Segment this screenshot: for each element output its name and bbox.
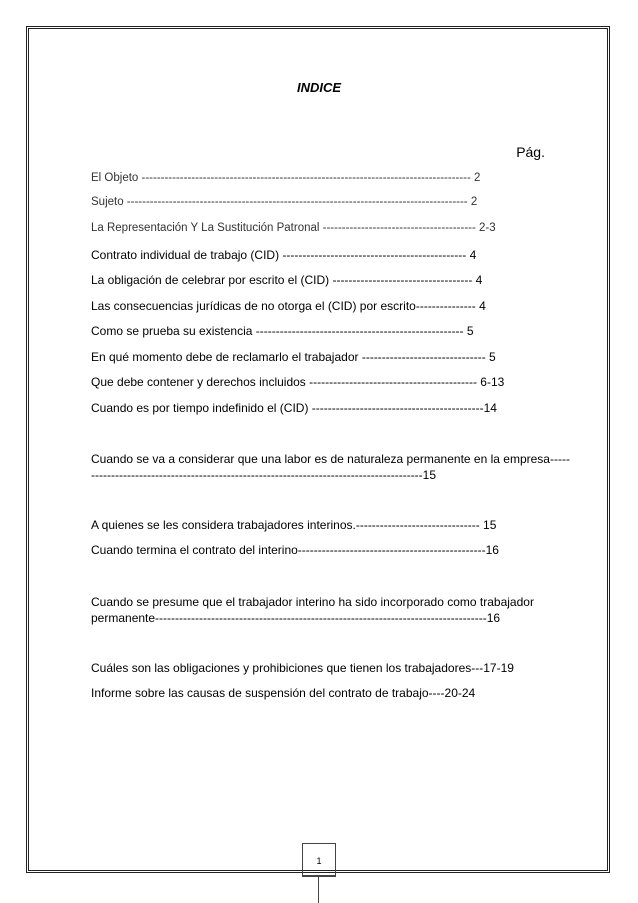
toc-entry-momento-reclamo: En qué momento debe de reclamarlo el trabajador ------------------------------- 5 (91, 350, 496, 364)
toc-entry-contrato-individual: Contrato individual de trabajo (CID) ---------------------------------------------- 4 (91, 248, 477, 262)
toc-entry-naturaleza-permanente: Cuando se va a considerar que una labor es de naturaleza permanente en la empresa----------------------------------------------------------------------------------------15 (91, 452, 570, 482)
toc-entry-contenido-derechos: Que debe contener y derechos incluidos ------------------------------------------ 6-13 (91, 375, 505, 389)
page-number-stem (318, 877, 319, 903)
page-number-divider (302, 875, 336, 876)
toc-entry-representacion: La Representación Y La Sustitución Patronal ---------------------------------------- 2-3 (91, 222, 496, 234)
toc-entry-trabajadores-interinos: A quienes se les considera trabajadores interinos.------------------------------- 15 (91, 518, 497, 532)
toc-entry-causas-suspension: Informe sobre las causas de suspensión del contrato de trabajo----20-24 (91, 686, 476, 700)
toc-entry-termina-contrato-interino: Cuando termina el contrato del interino-----------------------------------------------16 (91, 543, 499, 557)
toc-entry-prueba-existencia: Como se prueba su existencia ---------------------------------------------------- 5 (91, 324, 474, 338)
toc-entry-obligaciones-prohibiciones: Cuáles son las obligaciones y prohibiciones que tienen los trabajadores---17-19 (91, 661, 514, 675)
page-number: 1 (302, 843, 336, 877)
toc-entry-obligacion-escrito: La obligación de celebrar por escrito el (CID) ----------------------------------- 4 (91, 273, 483, 287)
page-column-header: Pág. (516, 144, 545, 160)
document-title: INDICE (296, 80, 342, 95)
toc-entry-interino-incorporado: Cuando se presume que el trabajador interino ha sido incorporado como trabajador permanente-----------------------------------------------------------------------------------16 (91, 595, 534, 625)
toc-entry-sujeto: Sujeto ----------------------------------------------------------------------------------------- 2 (91, 196, 478, 208)
toc-entry-objeto: El Objeto -------------------------------------------------------------------------------------- 2 (91, 172, 481, 184)
toc-entry-tiempo-indefinido: Cuando es por tiempo indefinido el (CID) -------------------------------------------14 (91, 401, 497, 415)
toc-entry-consecuencias: Las consecuencias jurídicas de no otorga el (CID) por escrito--------------- 4 (91, 299, 486, 313)
